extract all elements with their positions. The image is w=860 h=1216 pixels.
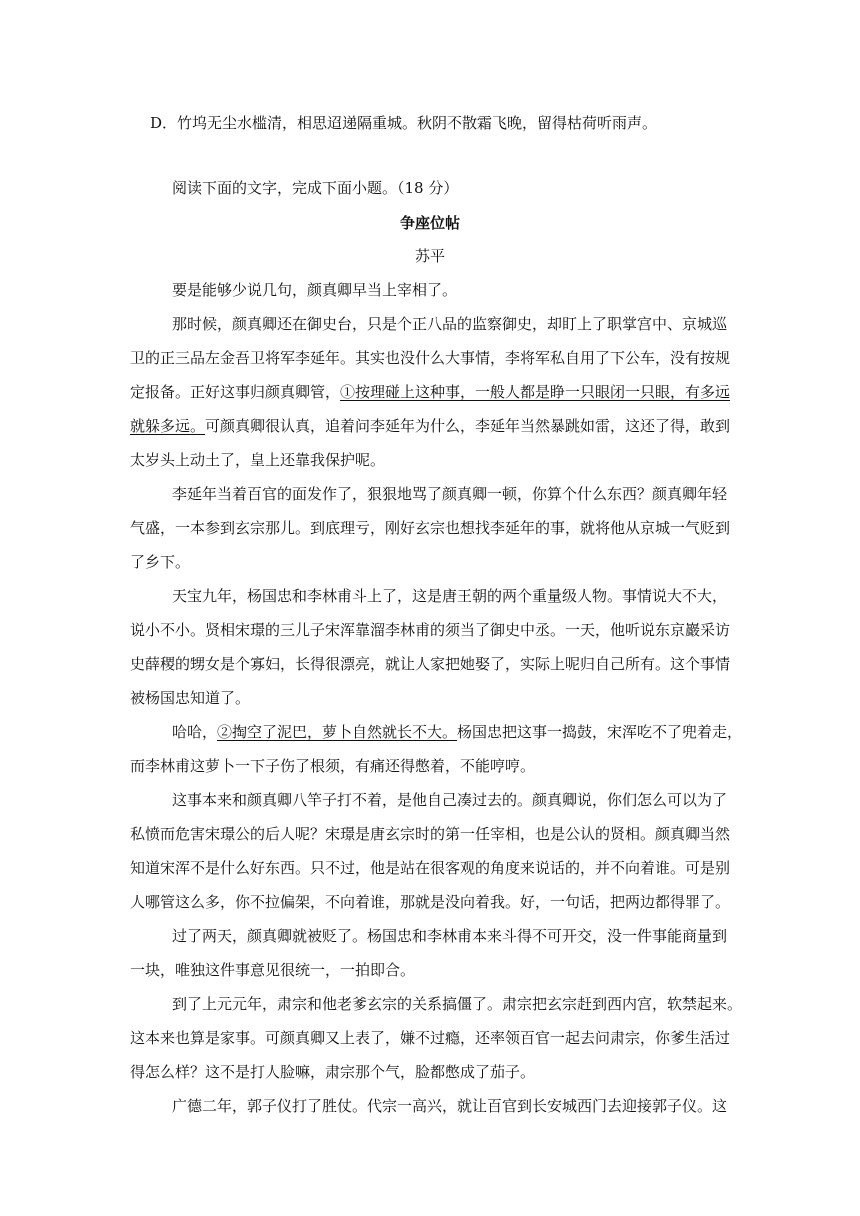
paragraph-line: 过了两天，颜真卿就被贬了。杨国忠和李林甫本来斗得不可开交，没一件事能商量到: [172, 927, 728, 945]
paragraph-line: 说小不小。贤相宋璟的三儿子宋浑靠溜李林甫的须当了御史中丞。一天，他听说东京巖采访: [130, 621, 731, 639]
paragraph-line: 而李林甫这萝卜一下子伤了根须，有痛还得憋着，不能哼哼。: [130, 757, 536, 775]
paragraph-text: 哈哈，: [172, 723, 218, 741]
underlined-sentence-1-end: 就躲多远。: [130, 417, 206, 435]
paragraph-line: 被杨国忠知道了。: [130, 689, 251, 707]
underlined-sentence-2: ②掏空了泥巴，萝卜自然就长不大。: [217, 723, 458, 741]
underlined-sentence-1: ①按理碰上这种事，一般人都是睁一只眼闭一只眼，有多远: [340, 383, 731, 401]
paragraph-line: 到了上元元年，肃宗和他老爹玄宗的关系搞僵了。肃宗把玄宗赶到西内宫，软禁起来。: [172, 995, 743, 1013]
paragraph-line: 太岁头上动土了，皇上还靠我保护呢。: [130, 451, 386, 469]
option-d: D．竹坞无尘水槛清，相思迢递隔重城。秋阴不散霜飞晚，留得枯荷听雨声。: [150, 114, 658, 132]
instruction: 阅读下面的文字，完成下面小题。（18 分）: [172, 179, 459, 197]
paragraph-line: 私愤而危害宋璟公的后人呢？宋璟是唐玄宗时的第一任宰相，也是公认的贤相。颜真卿当然: [130, 825, 731, 843]
paragraph-line: 那时候，颜真卿还在御史台，只是个正八品的监察御史，却盯上了职掌宫中、京城巡: [172, 315, 728, 333]
paragraph-line: 天宝九年，杨国忠和李林甫斗上了，这是唐王朝的两个重量级人物。事情说大不大，: [172, 587, 728, 605]
paragraph-line: 得怎么样？这不是打人脸嘛，肃宗那个气，脸都憋成了茄子。: [130, 1063, 536, 1081]
paragraph-line: 这事本来和颜真卿八竿子打不着，是他自己凑过去的。颜真卿说，你们怎么可以为了: [172, 791, 728, 809]
paragraph-line: 一块，唯独这件事意见很统一，一拍即合。: [130, 961, 416, 979]
paragraph-text: 可颜真卿很认真，追着问李延年为什么，李延年当然暴跳如雷，这还了得，敢到: [205, 417, 731, 435]
paragraph-line: 要是能够少说几句，颜真卿早当上宰相了。: [172, 281, 458, 299]
paragraph-line: [172, 722, 743, 742]
article-title: 争座位帖: [399, 214, 460, 232]
paragraph-line: 气盛，一本参到玄宗那儿。到底理亏，刚好玄宗也想找李延年的事，就将他从京城一气贬到: [130, 519, 731, 537]
paragraph-line: 史薛稷的甥女是个寡妇，长得很漂亮，就让人家把她娶了，实际上呢归自己所有。这个事情: [130, 655, 731, 673]
paragraph-line: [130, 382, 730, 402]
article-author: 苏平: [414, 247, 445, 265]
paragraph-text: 定报备。正好这事归颜真卿管，: [130, 383, 341, 401]
paragraph-line: 这本来也算是家事。可颜真卿又上表了，嫌不过瘾，还率领百官一起去问肃宗，你爹生活过: [130, 1029, 731, 1047]
paragraph-line: [130, 416, 730, 436]
paragraph-line: 人哪管这么多，你不拉偏架，不向着谁，那就是没向着我。好，一句话，把两边都得罪了。: [130, 893, 731, 911]
paragraph-line: 了乡下。: [130, 553, 191, 571]
paragraph-text: 杨国忠把这事一捣鼓，宋浑吃不了兜着走，: [457, 723, 743, 741]
paragraph-line: 广德二年，郭子仪打了胜仗。代宗一高兴，就让百官到长安城西门去迎接郭子仪。这: [172, 1097, 728, 1115]
paragraph-line: 知道宋浑不是什么好东西。只不过，他是站在很客观的角度来说话的，并不向着谁。可是别: [130, 859, 731, 877]
paragraph-line: 李延年当着百官的面发作了，狠狠地骂了颜真卿一顿，你算个什么东西？颜真卿年轻: [172, 485, 728, 503]
paragraph-line: 卫的正三品左金吾卫将军李延年。其实也没什么大事情，李将军私自用了下公车，没有按规: [130, 349, 731, 367]
